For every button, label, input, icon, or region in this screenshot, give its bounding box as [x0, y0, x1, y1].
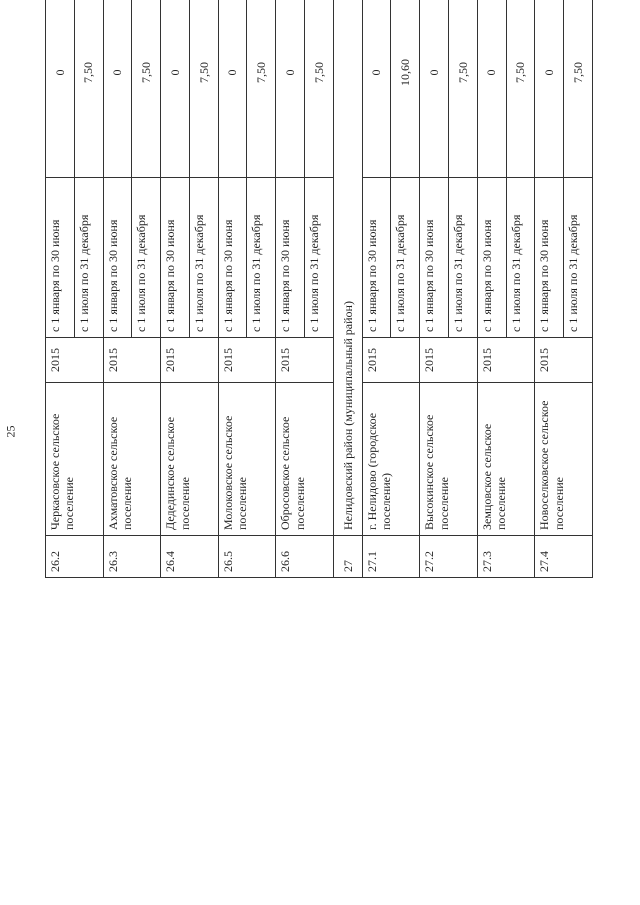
value-cell: 0: [535, 0, 564, 178]
value-cell: 7,50: [74, 0, 103, 178]
period-cell: с 1 января по 30 июня: [362, 178, 391, 338]
period-cell: с 1 июля по 31 декабря: [247, 178, 276, 338]
year-cell: 2015: [46, 338, 104, 383]
value-cell: 0: [420, 0, 449, 178]
table-row: [161, 0, 190, 578]
settlement-name: Ахматовское сельское поселение: [103, 383, 161, 536]
settlement-name: Земцовское сельское поселение: [477, 383, 535, 536]
period-cell: с 1 января по 30 июня: [420, 178, 449, 338]
table-row: [276, 0, 305, 578]
year-cell: 2015: [362, 338, 420, 383]
year-cell: 2015: [535, 338, 593, 383]
year-cell: 2015: [477, 338, 535, 383]
row-number: 27.4: [535, 536, 593, 578]
year-cell: 2015: [420, 338, 478, 383]
table-row: [46, 0, 75, 578]
settlement-name: Обросовское сельское поселение: [276, 383, 334, 536]
row-number: 27: [333, 536, 362, 578]
row-number: 26.2: [46, 536, 104, 578]
rotated-table-wrapper: [45, 0, 593, 578]
row-number: 26.3: [103, 536, 161, 578]
table-row: [103, 0, 132, 578]
settlement-name: Молоковское сельское поселение: [218, 383, 276, 536]
table-row: [477, 0, 506, 578]
value-cell: 7,50: [189, 0, 218, 178]
period-cell: с 1 июля по 31 декабря: [132, 178, 161, 338]
table-row: [420, 0, 449, 578]
value-cell: 7,50: [564, 0, 593, 178]
value-cell: 0: [161, 0, 190, 178]
value-cell: 0: [477, 0, 506, 178]
tariff-table: [45, 0, 593, 578]
year-cell: 2015: [276, 338, 334, 383]
value-cell: 0: [46, 0, 75, 178]
period-cell: с 1 января по 30 июня: [477, 178, 506, 338]
table-row: [218, 0, 247, 578]
period-cell: с 1 июля по 31 декабря: [189, 178, 218, 338]
value-cell: 7,50: [132, 0, 161, 178]
year-cell: 2015: [218, 338, 276, 383]
row-number: 27.1: [362, 536, 420, 578]
period-cell: с 1 января по 30 июня: [218, 178, 247, 338]
value-cell: 7,50: [448, 0, 477, 178]
value-cell: 0: [276, 0, 305, 178]
settlement-name: Высокинское сельское поселение: [420, 383, 478, 536]
settlement-name: Дедединское сельское поселение: [161, 383, 219, 536]
settlement-name: г. Нелидово (городское поселение): [362, 383, 420, 536]
value-cell: 7,50: [305, 0, 334, 178]
period-cell: с 1 января по 30 июня: [276, 178, 305, 338]
period-cell: с 1 января по 30 июня: [46, 178, 75, 338]
year-cell: 2015: [103, 338, 161, 383]
period-cell: с 1 июля по 31 декабря: [391, 178, 420, 338]
row-number: 26.5: [218, 536, 276, 578]
period-cell: с 1 июля по 31 декабря: [305, 178, 334, 338]
period-cell: с 1 июля по 31 декабря: [506, 178, 535, 338]
period-cell: с 1 января по 30 июня: [535, 178, 564, 338]
period-cell: с 1 июля по 31 декабря: [74, 178, 103, 338]
section-row: [333, 0, 362, 578]
page-number: 25: [3, 425, 18, 438]
period-cell: с 1 января по 30 июня: [103, 178, 132, 338]
row-number: 27.3: [477, 536, 535, 578]
settlement-name: Черкасовское сельское поселение: [46, 383, 104, 536]
row-number: 26.4: [161, 536, 219, 578]
year-cell: 2015: [161, 338, 219, 383]
value-cell: 0: [218, 0, 247, 178]
value-cell: 7,50: [247, 0, 276, 178]
value-cell: 0: [103, 0, 132, 178]
table-row: [535, 0, 564, 578]
value-cell: 10,60: [391, 0, 420, 178]
row-number: 27.2: [420, 536, 478, 578]
row-number: 26.6: [276, 536, 334, 578]
settlement-name: Новоселковское сельское поселение: [535, 383, 593, 536]
value-cell: 7,50: [506, 0, 535, 178]
table-row: [362, 0, 391, 578]
value-cell: 0: [362, 0, 391, 178]
tariff-table-body: [46, 0, 593, 578]
section-title: Нелидовский район (муниципальный район): [333, 0, 362, 536]
period-cell: с 1 января по 30 июня: [161, 178, 190, 338]
period-cell: с 1 июля по 31 декабря: [448, 178, 477, 338]
period-cell: с 1 июля по 31 декабря: [564, 178, 593, 338]
